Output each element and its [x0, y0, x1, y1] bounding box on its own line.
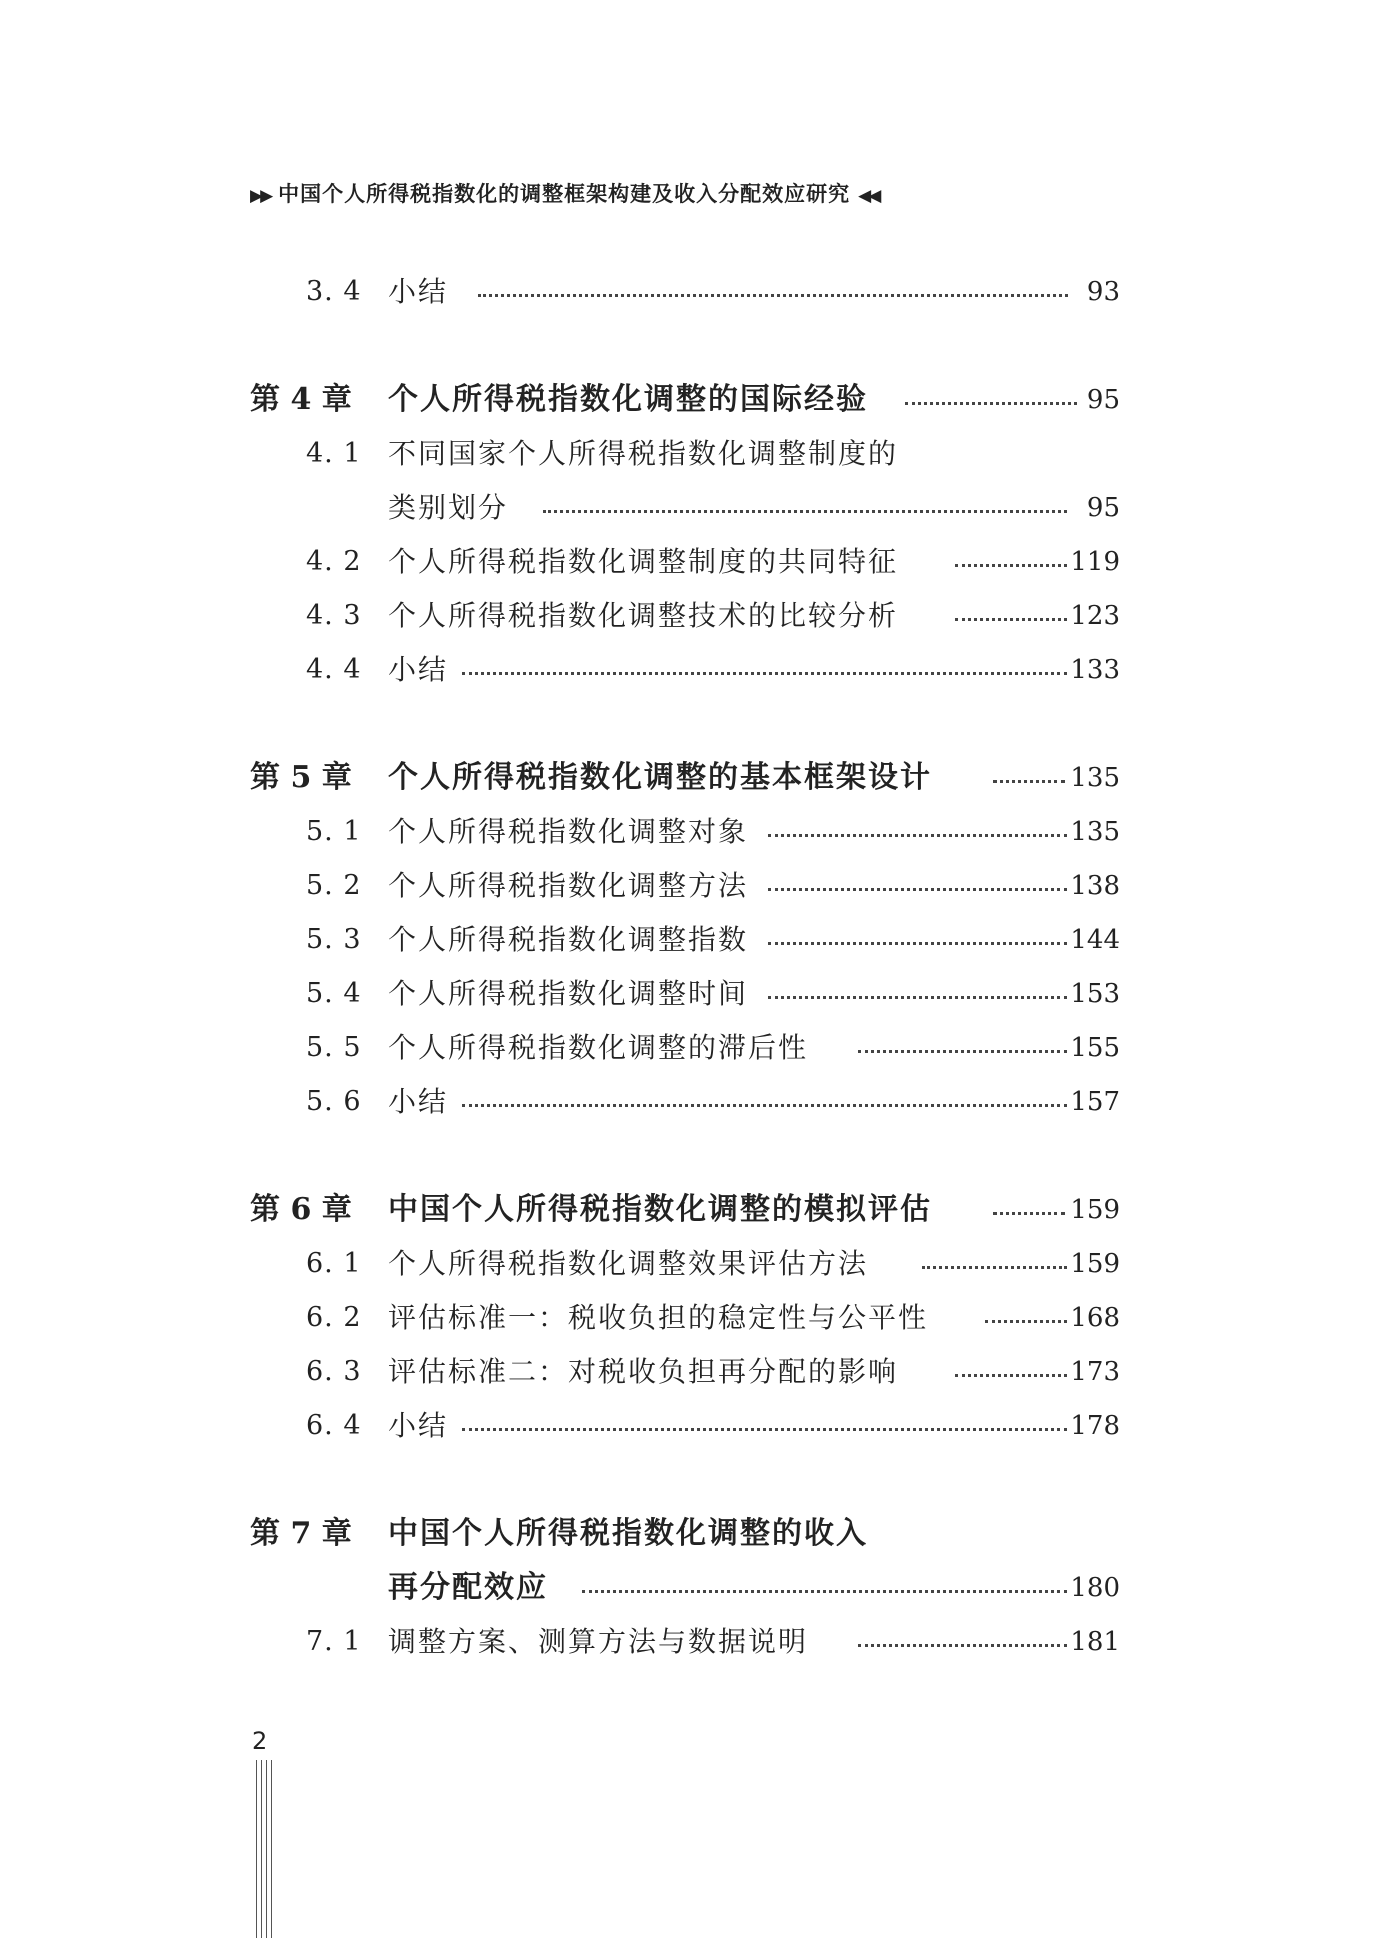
section-title: 评估标准二：对税收负担再分配的影响: [388, 1355, 899, 1388]
section-title: 个人所得税指数化调整的滞后性: [388, 1031, 809, 1064]
dot-leader: [985, 1320, 1067, 1323]
dot-leader: [768, 888, 1067, 891]
page-number: 93: [1086, 277, 1120, 307]
toc-entry-4-4[interactable]: [0, 650, 1386, 690]
section-number: 5. 5: [306, 1032, 362, 1063]
dot-leader: [478, 294, 1068, 297]
dot-leader: [858, 1050, 1067, 1053]
section-number: 5. 3: [306, 924, 362, 955]
section-number: 3. 4: [306, 276, 362, 307]
dot-leader: [955, 564, 1067, 567]
toc-entry-4-1-continued[interactable]: [0, 488, 1386, 528]
page-number: 159: [1070, 1195, 1120, 1225]
section-number: 5. 2: [306, 870, 362, 901]
running-header-title: 中国个人所得税指数化的调整框架构建及收入分配效应研究: [278, 181, 851, 206]
toc-entry-5-1[interactable]: [0, 812, 1386, 852]
section-title: 个人所得税指数化调整效果评估方法: [388, 1247, 869, 1280]
dot-leader: [462, 672, 1067, 675]
section-title: 小结: [388, 1409, 449, 1442]
double-arrow-left-icon: ◀◀: [858, 186, 879, 206]
page-number: 181: [1070, 1627, 1120, 1657]
section-number: 6. 1: [306, 1248, 362, 1279]
section-title: 评估标准一：税收负担的稳定性与公平性: [388, 1301, 929, 1334]
dot-leader: [922, 1266, 1067, 1269]
toc-entry-5-4[interactable]: [0, 974, 1386, 1014]
chapter-title-line-2: 再分配效应: [388, 1570, 548, 1605]
dot-leader: [993, 780, 1065, 783]
toc-entry-5-6[interactable]: [0, 1082, 1386, 1122]
page-number: 135: [1070, 763, 1120, 793]
toc-entry-6-3[interactable]: [0, 1352, 1386, 1392]
chapter-title-line-1: 中国个人所得税指数化调整的收入: [388, 1516, 868, 1551]
section-title: 个人所得税指数化调整对象: [388, 815, 749, 848]
page-number: 144: [1070, 925, 1120, 955]
dot-leader: [993, 1212, 1065, 1215]
toc-entry-5-3[interactable]: [0, 920, 1386, 960]
folio-page-number: 2: [252, 1727, 268, 1755]
page-number: 95: [1086, 385, 1120, 415]
toc-entry-3-4[interactable]: [0, 272, 1386, 312]
toc-entry-5-2[interactable]: [0, 866, 1386, 906]
dot-leader: [905, 402, 1077, 405]
margin-rule-line: [266, 1760, 267, 1938]
dot-leader: [462, 1104, 1067, 1107]
dot-leader: [768, 834, 1067, 837]
section-number: 4. 4: [306, 654, 362, 685]
margin-rule-line: [271, 1760, 272, 1938]
section-number: 5. 6: [306, 1086, 362, 1117]
dot-leader: [955, 1374, 1067, 1377]
dot-leader: [582, 1590, 1067, 1593]
dot-leader: [543, 510, 1067, 513]
section-title: 个人所得税指数化调整制度的共同特征: [388, 545, 899, 578]
toc-chapter-7[interactable]: [0, 1514, 1386, 1554]
chapter-label: 第 5 章: [250, 760, 352, 795]
toc-chapter-5[interactable]: [0, 758, 1386, 798]
toc-entry-6-2[interactable]: [0, 1298, 1386, 1338]
chapter-title: 个人所得税指数化调整的基本框架设计: [388, 760, 932, 795]
page-number: 155: [1070, 1033, 1120, 1063]
margin-rule-line: [256, 1760, 257, 1938]
page-number: 135: [1070, 817, 1120, 847]
toc-chapter-4[interactable]: [0, 380, 1386, 420]
page-number: 138: [1070, 871, 1120, 901]
page-number: 157: [1070, 1087, 1120, 1117]
toc-entry-4-3[interactable]: [0, 596, 1386, 636]
double-arrow-right-icon: ▶▶: [250, 186, 271, 206]
section-title: 个人所得税指数化调整方法: [388, 869, 749, 902]
section-title: 个人所得税指数化调整时间: [388, 977, 749, 1010]
toc-entry-5-5[interactable]: [0, 1028, 1386, 1068]
page-number: 153: [1070, 979, 1120, 1009]
section-title: 小结: [388, 275, 449, 308]
section-title-line-1: 不同国家个人所得税指数化调整制度的: [388, 437, 899, 470]
section-title-line-2: 类别划分: [388, 491, 509, 524]
chapter-label: 第 7 章: [250, 1516, 352, 1551]
section-title: 调整方案、测算方法与数据说明: [388, 1625, 809, 1658]
dot-leader: [462, 1428, 1067, 1431]
section-number: 7. 1: [306, 1626, 362, 1657]
section-number: 6. 2: [306, 1302, 362, 1333]
margin-rule-line: [261, 1760, 262, 1938]
section-number: 4. 3: [306, 600, 362, 631]
toc-entry-4-1[interactable]: [0, 434, 1386, 474]
section-number: 4. 2: [306, 546, 362, 577]
dot-leader: [768, 942, 1067, 945]
section-title: 个人所得税指数化调整指数: [388, 923, 749, 956]
page-number: 168: [1070, 1303, 1120, 1333]
dot-leader: [768, 996, 1067, 999]
page-number: 119: [1070, 547, 1120, 577]
section-number: 5. 4: [306, 978, 362, 1009]
chapter-label: 第 6 章: [250, 1192, 352, 1227]
toc-entry-7-1[interactable]: [0, 1622, 1386, 1662]
section-number: 4. 1: [306, 438, 362, 469]
dot-leader: [955, 618, 1067, 621]
section-title: 小结: [388, 653, 449, 686]
section-number: 5. 1: [306, 816, 362, 847]
section-title: 个人所得税指数化调整技术的比较分析: [388, 599, 899, 632]
page-number: 178: [1070, 1411, 1120, 1441]
page-number: 95: [1086, 493, 1120, 523]
toc-chapter-6[interactable]: [0, 1190, 1386, 1230]
section-number: 6. 3: [306, 1356, 362, 1387]
chapter-title: 个人所得税指数化调整的国际经验: [388, 382, 868, 417]
dot-leader: [858, 1644, 1067, 1647]
page-number: 133: [1070, 655, 1120, 685]
toc-entry-4-2[interactable]: [0, 542, 1386, 582]
toc-entry-6-4[interactable]: [0, 1406, 1386, 1446]
toc-entry-6-1[interactable]: [0, 1244, 1386, 1284]
chapter-label: 第 4 章: [250, 382, 352, 417]
page-number: 159: [1070, 1249, 1120, 1279]
section-number: 6. 4: [306, 1410, 362, 1441]
toc-chapter-7-continued[interactable]: [0, 1568, 1386, 1608]
section-title: 小结: [388, 1085, 449, 1118]
page-number: 173: [1070, 1357, 1120, 1387]
page-number: 180: [1070, 1573, 1120, 1603]
chapter-title: 中国个人所得税指数化调整的模拟评估: [388, 1192, 932, 1227]
page-number: 123: [1070, 601, 1120, 631]
